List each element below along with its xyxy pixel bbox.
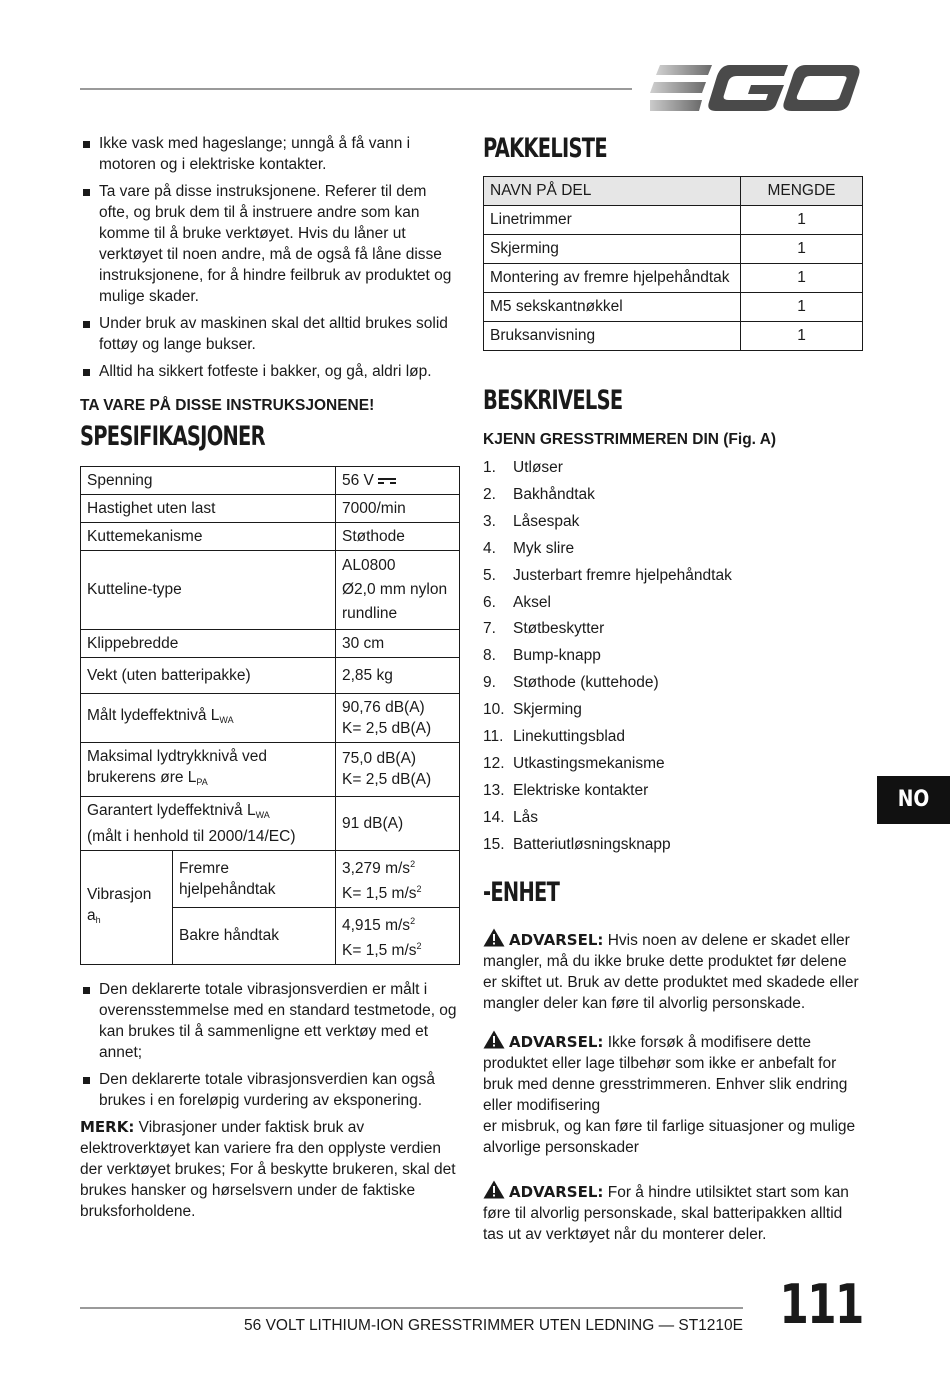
ego-logo [650,62,862,114]
list-item: 4. Myk slire [483,539,575,557]
list-item: 12. Utkastingsmekanisme [483,754,665,772]
list-item: 1. Utløser [483,459,563,477]
list-item: 14. Lås [483,808,538,826]
spec-label: Vibrasjon $a_h$ [81,850,173,964]
spec-label: Vekt (uten batteripakke) [81,657,336,693]
spec-label: Kuttemekanisme [81,522,336,550]
spec-label: Kutteline-type [81,550,336,629]
list-item: Alltid ha sikkert fotfeste i bakker, og gå, aldri løp. [80,361,460,382]
table-row [81,550,460,629]
note-paragraph: MERK: Vibrasjoner under faktisk bruk av elektroverktøyet kan variere fra den opplyste verdien der verktøyet brukes; For å beskytte brukeren, skal det brukes hansker og hørselsvern under de faktiske bruksforholdene. [80,1117,456,1220]
list-item: 3. Låsespak [483,512,580,530]
vibration-bullets [80,979,460,1111]
footer-rule [80,1307,743,1309]
footer-title: 56 VOLT LITHIUM-ION GRESSTRIMMER UTEN LEDNING — ST1210E [244,1317,743,1334]
list-item: Ta vare på disse instruksjonene. Referer til dem ofte, og bruk dem til å instruere andre som kan komme til å bruke verktøyet. Hvis du låner ut verktøyet til noen andre, må de også få låne disse instruksjonene, for å hindre feilbruk av produktet og mulige skader. [80,181,460,307]
spec-value: 56 V [336,466,460,494]
table-row: Montering av fremre hjelpehåndtak 1 [484,264,863,293]
spec-value: 3,279 $m/s^2$ K= 1,5 $m/s^2$ [336,850,460,907]
warning-icon [483,1030,505,1049]
left-column [80,133,460,1222]
safety-bullets [80,133,460,382]
spec-value: 90,76 dB(A) K= 2,5 dB(A) [336,693,460,742]
spec-value: 91 dB(A) [336,796,460,850]
warning-icon [483,1180,505,1199]
spec-value: 75,0 dB(A) K= 2,5 dB(A) [336,742,460,796]
warning-icon [483,928,505,947]
list-item: Ikke vask med hageslange; unngå å få vann i motoren og i elektriske kontakter. [80,133,460,175]
list-item: 15. Batteriutløsningsknapp [483,835,671,853]
table-row: Linetrimmer 1 [484,206,863,235]
spec-value: AL0800 Ø2,0 mm nylon rundline [336,550,460,629]
list-item: Den deklarerte totale vibrasjonsverdien er målt i overensstemmelse med en standard testmetode, og kan brukes til å sammenligne ett verktøy med et annet; [80,979,460,1063]
spec-value: 7000/min [336,494,460,522]
spec-sublabel: Fremre hjelpehåndtak [173,850,336,907]
pack-table [483,176,863,351]
column-header: NAVN PÅ DEL [484,177,741,206]
desc-subheading: KJENN GRESSTRIMMEREN DIN (Fig. A) [483,431,777,449]
spec-value: 30 cm [336,629,460,657]
unit-heading: -ENHET [483,876,560,908]
table-row: Bruksanvisning 1 [484,322,863,351]
list-item: 2. Bakhåndtak [483,485,595,503]
dc-current-icon [378,476,396,486]
table-row [81,522,460,550]
list-item: Den deklarerte totale vibrasjonsverdien kan også brukes i en foreløpig vurdering av eksponering. [80,1069,460,1111]
table-row [81,657,460,693]
pack-heading: PAKKELISTE [483,133,607,164]
list-item: 5. Justerbart fremre hjelpehåndtak [483,566,732,584]
list-item: 9. Støthode (kuttehode) [483,674,659,692]
spec-label: Målt lydeffektnivå $L_{WA}$ [81,693,336,742]
parts-list [483,455,863,859]
table-row [81,629,460,657]
spec-label: Spenning [81,466,336,494]
spec-sublabel: Bakre håndtak [173,907,336,964]
spec-label: Garantert lydeffektnivå $L_{WA}$ (målt i henhold til 2000/14/EC) [81,796,336,850]
table-row [81,693,460,742]
spec-label: Klippebredde [81,629,336,657]
spec-heading: SPESIFIKASJONER [80,420,265,452]
list-item: 8. Bump-knapp [483,647,601,665]
spec-value: 2,85 kg [336,657,460,693]
note-label: MERK: [80,1117,135,1136]
save-instructions-notice: TA VARE PÅ DISSE INSTRUKSJONENE! [80,397,375,414]
spec-value: Støthode [336,522,460,550]
spec-table [80,466,460,965]
warning-paragraph: ADVARSEL: For å hindre utilsiktet start som kan føre til alvorlig personskade, skal batteripakken alltid tas ut av verktøyet når du monterer deler. [483,1180,863,1245]
spec-label: Hastighet uten last [81,494,336,522]
header-rule [80,88,632,90]
table-row: Skjerming 1 [484,235,863,264]
right-column [483,133,863,1245]
desc-heading: BESKRIVELSE [483,385,623,417]
table-row [81,850,460,907]
warning-paragraph: ADVARSEL: Ikke forsøk å modifisere dette produktet eller lage tilbehør som ikke er anbefalt for bruk med denne gresstrimmeren. Enhver slik endring eller modifisering er misbruk, og kan føre til farlige situasjoner og mulige alvorlige personskader [483,1030,863,1158]
spec-value: 4,915 $m/s^2$ K= 1,5 $m/s^2$ [336,907,460,964]
list-item: Under bruk av maskinen skal det alltid brukes solid fottøy og lange bukser. [80,313,460,355]
table-row: M5 sekskantnøkkel 1 [484,293,863,322]
table-header-row [484,177,863,206]
spec-label: Maksimal lydtrykknivå ved brukerens øre $L_{PA}$ [81,742,336,796]
list-item: 11. Linekuttingsblad [483,728,626,746]
table-row [81,796,460,850]
table-row [81,742,460,796]
list-item: 10. Skjerming [483,701,582,719]
list-item: 7. Støtbeskytter [483,620,605,638]
list-item: 6. Aksel [483,593,551,611]
table-row [81,466,460,494]
column-header: MENGDE [741,177,863,206]
language-tab: NO [877,776,950,824]
warning-paragraph: ADVARSEL: Hvis noen av delene er skadet eller mangler, må du ikke bruke dette produktet før delene er skiftet ut. Bruk av dette produktet med skadede eller mangler deler kan føre til alvorlig personskade. [483,928,863,1014]
page-number: 111 [779,1273,863,1336]
list-item: 13. Elektriske kontakter [483,781,649,799]
table-row [81,494,460,522]
